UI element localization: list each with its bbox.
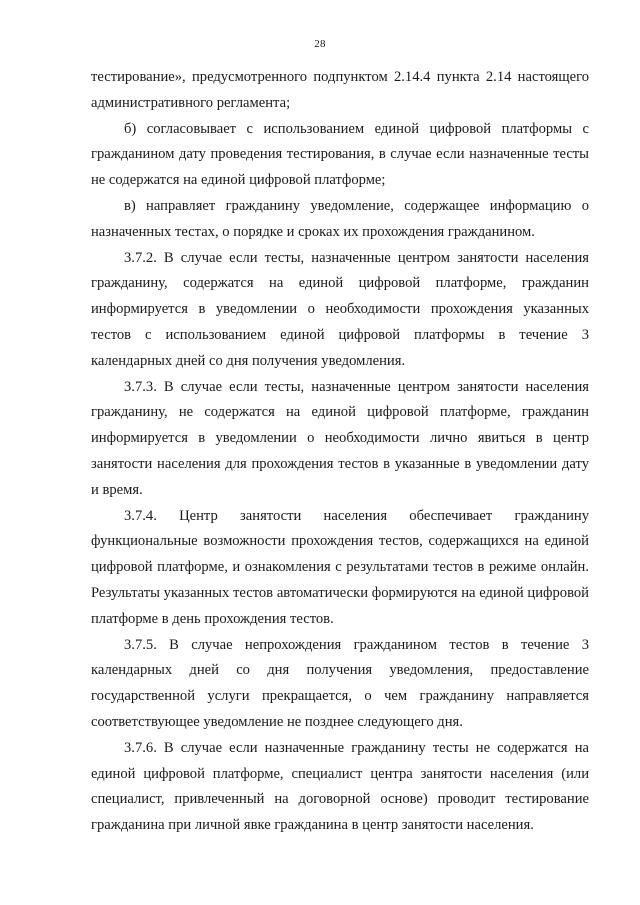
paragraph-3-7-5: 3.7.5. В случае непрохождения гражданином тестов в течение 3 календарных дней со дня получения уведомления, предоставление государственной услуги прекращается, о чем гражданину направляется соответствующее уведомление не позднее следующего дня.	[91, 636, 589, 730]
paragraph-3-7-3: 3.7.3. В случае если тесты, назначенные центром занятости населения гражданину, не содержатся на единой цифровой платформе, гражданин информируется в уведомлении о необходимости лично явиться в центр занятости населения для прохождения тестов в указанные в уведомлении дату и время.	[91, 378, 589, 498]
paragraph-3-7-6: 3.7.6. В случае если назначенные гражданину тесты не содержатся на единой цифровой платформе, специалист центра занятости населения (или специалист, привлеченный на договорной основе) проводит тестирование гражданина при личной явке гражданина в центр занятости населения.	[91, 739, 589, 834]
paragraph-item-v: в) направляет гражданину уведомление, содержащее информацию о назначенных тестах, о порядке и сроках их прохождения гражданином.	[91, 197, 589, 240]
paragraph-item-b: б) согласовывает с использованием единой цифровой платформы с гражданином дату проведения тестирования, в случае если назначенные тесты не содержатся на единой цифровой платформе;	[91, 120, 589, 189]
paragraph-3-7-4: 3.7.4. Центр занятости населения обеспечивает гражданину функциональные возможности прохождения тестов, содержащихся на единой цифровой платформе, и ознакомления с результатами тестов в режиме онлайн. Результаты указанных тестов автоматически формируются на единой цифровой платформе в день прохождения тестов.	[91, 507, 589, 627]
paragraph-continuation: тестирование», предусмотренного подпунктом 2.14.4 пункта 2.14 настоящего административного регламента;	[91, 69, 589, 111]
paragraph-3-7-2: 3.7.2. В случае если тесты, назначенные центром занятости населения гражданину, содержатся на единой цифровой платформе, гражданин информируется в уведомлении о необходимости прохождения указанных тестов с использованием единой цифровой платформы в течение 3 календарных дней со дня получения уведомления.	[91, 249, 589, 369]
document-body	[91, 65, 589, 839]
page-number: 28	[314, 38, 326, 50]
